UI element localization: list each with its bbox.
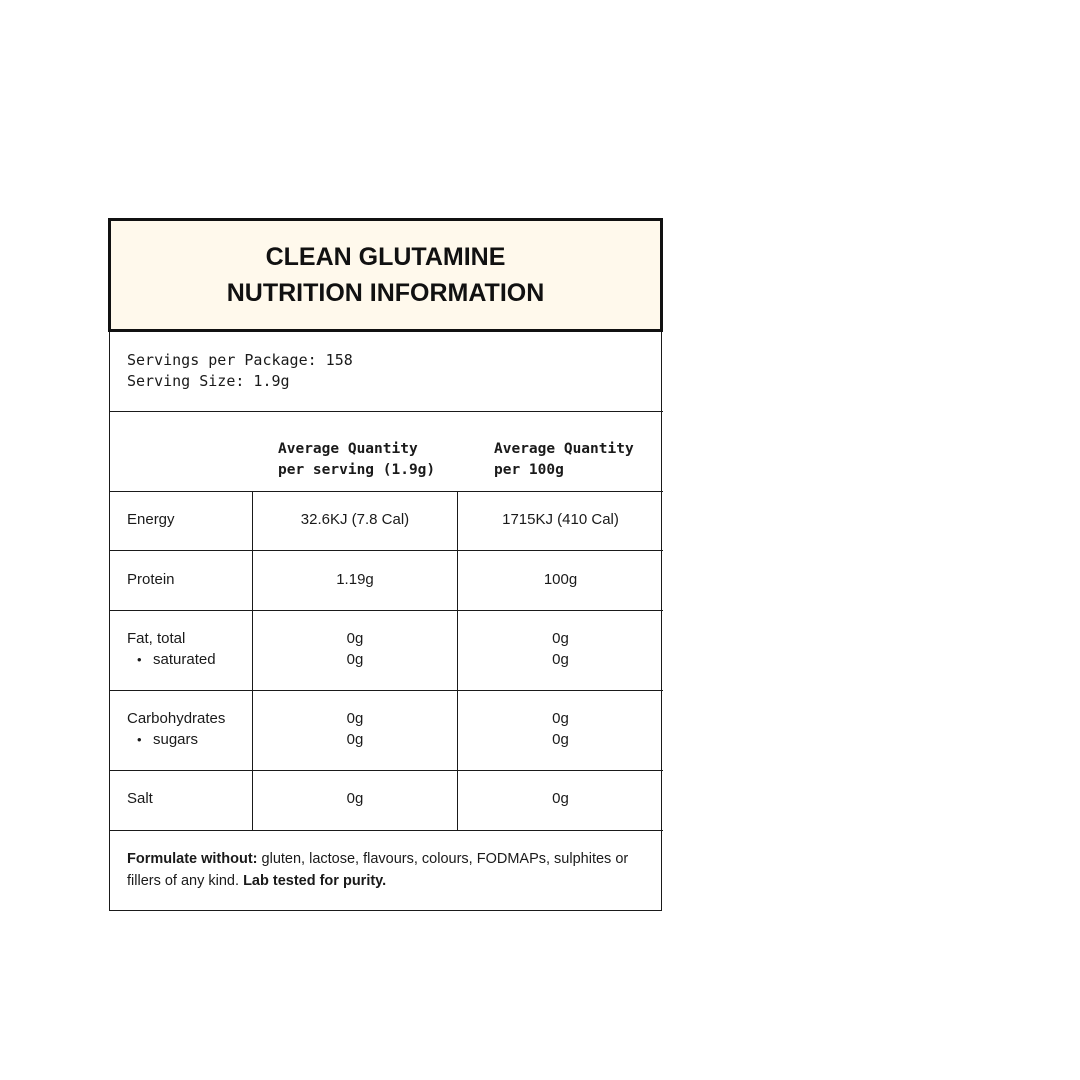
table-row-energy [110, 492, 663, 551]
column-header-row [110, 412, 663, 492]
per-serving-header [278, 439, 435, 481]
sub-nutrient-name: • saturated [127, 649, 252, 670]
per-serving-value: 0g [346, 790, 364, 807]
product-name: CLEAN GLUTAMINE [265, 243, 506, 271]
nutrient-name: Carbohydrates [127, 710, 226, 727]
table-row-fat [110, 611, 663, 691]
per-serving-header-line2: per serving (1.9g) [278, 462, 436, 478]
nutrient-name-cell [110, 551, 253, 610]
per-100g-value: 0g [552, 710, 569, 727]
per-100g-sub-value: 0g [552, 731, 569, 748]
per-100g-cell [458, 492, 663, 550]
per-100g-value: 1715KJ (410 Cal) [502, 511, 619, 528]
nutrient-name-cell [110, 691, 253, 770]
nutrient-name: Salt [127, 790, 153, 807]
per-100g-sub-value: 0g [552, 651, 569, 668]
nutrient-name-cell [110, 771, 253, 830]
per-serving-header-line1: Average Quantity [278, 441, 418, 457]
nutrient-name: Protein [127, 571, 175, 588]
per-serving-cell [253, 691, 458, 770]
formulation-note-text: gluten, lactose, flavours, colours, FODMAPs, sulphites or fillers of any kind. [127, 851, 629, 889]
per-100g-value: 100g [543, 571, 578, 588]
nutrient-name-cell [110, 492, 253, 550]
servings-per-package: Servings per Package: 158 [127, 351, 353, 369]
per-serving-cell [253, 611, 458, 690]
per-100g-value: 0g [552, 790, 569, 807]
per-serving-value: 0g [346, 710, 364, 727]
per-serving-value: 0g [346, 630, 364, 647]
table-row-protein [110, 551, 663, 611]
per-serving-cell [253, 492, 458, 550]
per-serving-sub-value: 0g [346, 731, 364, 748]
nutrition-title-box [108, 218, 663, 332]
per-100g-cell [458, 551, 663, 610]
nutrient-name: Fat, total [127, 630, 186, 647]
formulation-note [110, 831, 663, 911]
per-serving-cell [253, 551, 458, 610]
panel-title: NUTRITION INFORMATION [226, 279, 545, 307]
per-100g-header [494, 439, 634, 481]
per-100g-cell [458, 691, 663, 770]
sub-nutrient-name: • sugars [127, 729, 252, 750]
per-100g-cell [458, 771, 663, 830]
nutrient-name-cell [110, 611, 253, 690]
table-row-carbohydrates [110, 691, 663, 771]
per-100g-value: 0g [552, 630, 569, 647]
per-serving-value: 32.6KJ (7.8 Cal) [300, 511, 410, 528]
per-100g-header-line1: Average Quantity [494, 441, 634, 457]
per-serving-value: 1.19g [336, 571, 374, 588]
nutrient-name: Energy [127, 511, 175, 528]
serving-size: Serving Size: 1.9g [127, 372, 290, 390]
formulation-note-lead: Formulate without: [127, 851, 258, 867]
table-row-salt [110, 771, 663, 831]
servings-section [110, 331, 663, 412]
per-100g-header-line2: per 100g [494, 462, 564, 478]
per-100g-cell [458, 611, 663, 690]
per-serving-cell [253, 771, 458, 830]
per-serving-sub-value: 0g [346, 651, 364, 668]
purity-note: Lab tested for purity. [243, 872, 387, 889]
